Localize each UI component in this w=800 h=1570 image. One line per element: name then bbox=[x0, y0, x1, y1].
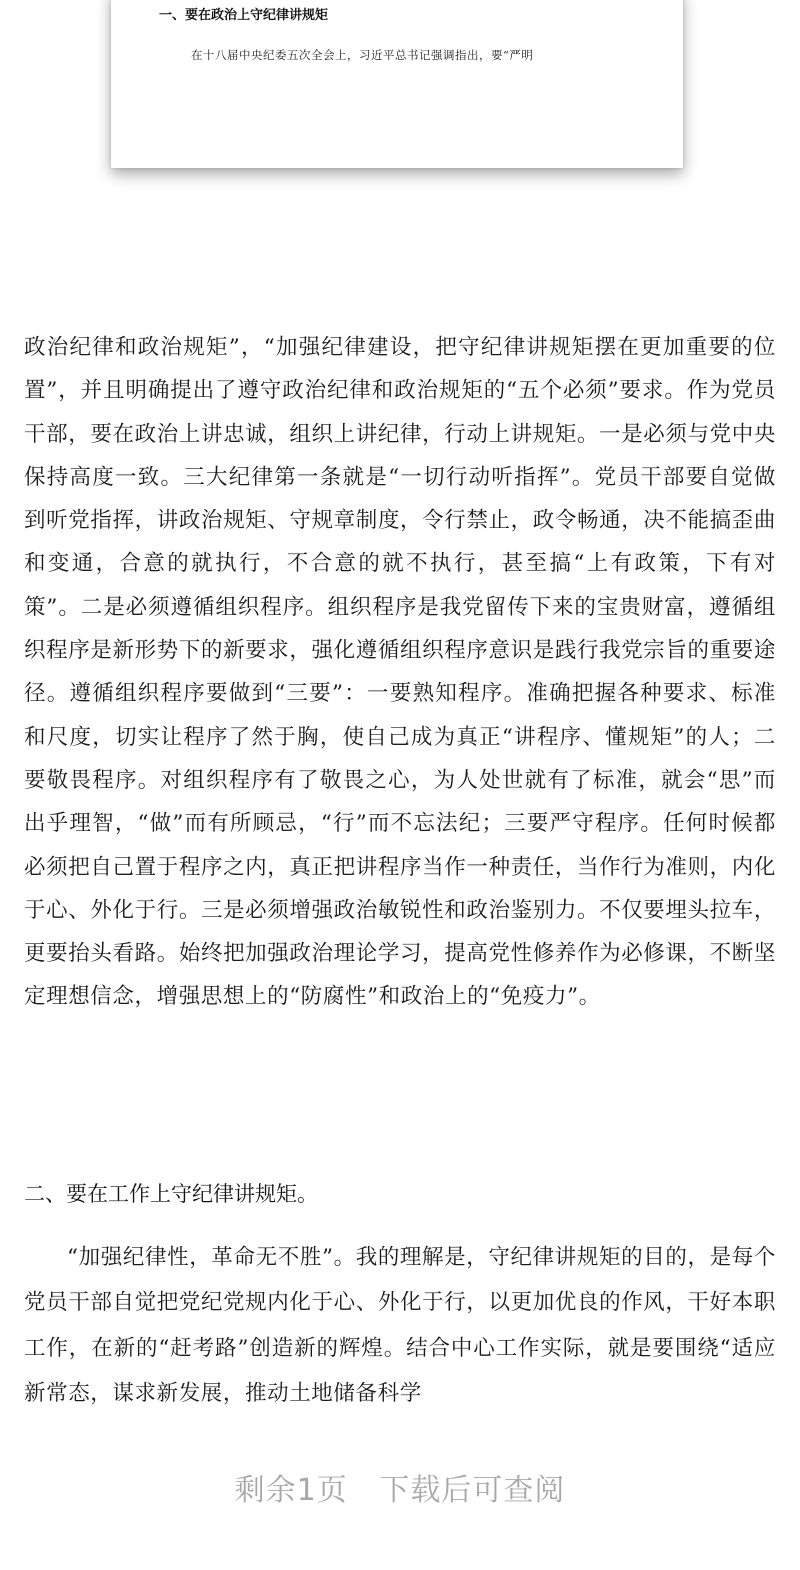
preview-text: 在十八届中央纪委五次全会上，习近平总书记强调指出，要“严明 bbox=[191, 48, 534, 62]
section-heading: 二、要在工作上守纪律讲规矩。 bbox=[24, 1182, 318, 1206]
remaining-pages-notice[interactable]: 剩余1页 下载后可查阅 bbox=[234, 1473, 566, 1508]
section-paragraph: “加强纪律性，革命无不胜”。我的理解是，守纪律讲规矩的目的，是每个党员干部自觉把党纪党规内化于心、外化于行，以更加优良的作风，干好本职工作，在新的“赶考路”创造新的辉煌。结合中心工作实际，就是要围绕“适应新常态，谋求新发展，推动土地储备科学 bbox=[24, 1245, 776, 1406]
body-paragraph: 政治纪律和政治规矩”，“加强纪律建设，把守纪律讲规矩摆在更加重要的位置”，并且明确提出了遵守政治纪律和政治规矩的“五个必须”要求。作为党员干部，要在政治上讲忠诚，组织上讲纪律，行动上讲规矩。一是必须与党中央保持高度一致。三大纪律第一条就是“一切行动听指挥”。党员干部要自觉做到听党指挥，讲政治规矩、守规章制度，令行禁止，政令畅通，决不能搞歪曲和变通，合意的就执行，不合意的就不执行，甚至搞“上有政策，下有对策”。二是必须遵循组织程序。组织程序是我党留传下来的宝贵财富，遵循组织程序是新形势下的新要求，强化遵循组织程序意识是践行我党宗旨的重要途径。遵循组织程序要做到“三要”：一要熟知程序。准确把握各种要求、标准和尺度，切实让程序了然于胸，使自己成为真正“讲程序、懂规矩”的人；二要敬畏程序。对组织程序有了敬畏之心，为人处世就有了标准，就会“思”而出乎理智，“做”而有所顾忌，“行”而不忘法纪；三要严守程序。任何时候都必须把自己置于程序之内，真正把讲程序当作一种责任，当作行为准则，内化于心、外化于行。三是必须增强政治敏锐性和政治鉴别力。不仅要埋头拉车，更要抬头看路。始终把加强政治理论学习，提高党性修养作为必修课，不断坚定理想信念，增强思想上的“防腐性”和政治上的“免疫力”。 bbox=[24, 335, 776, 1010]
preview-card bbox=[111, 0, 683, 168]
preview-heading: 一、要在政治上守纪律讲规矩 bbox=[159, 8, 329, 23]
